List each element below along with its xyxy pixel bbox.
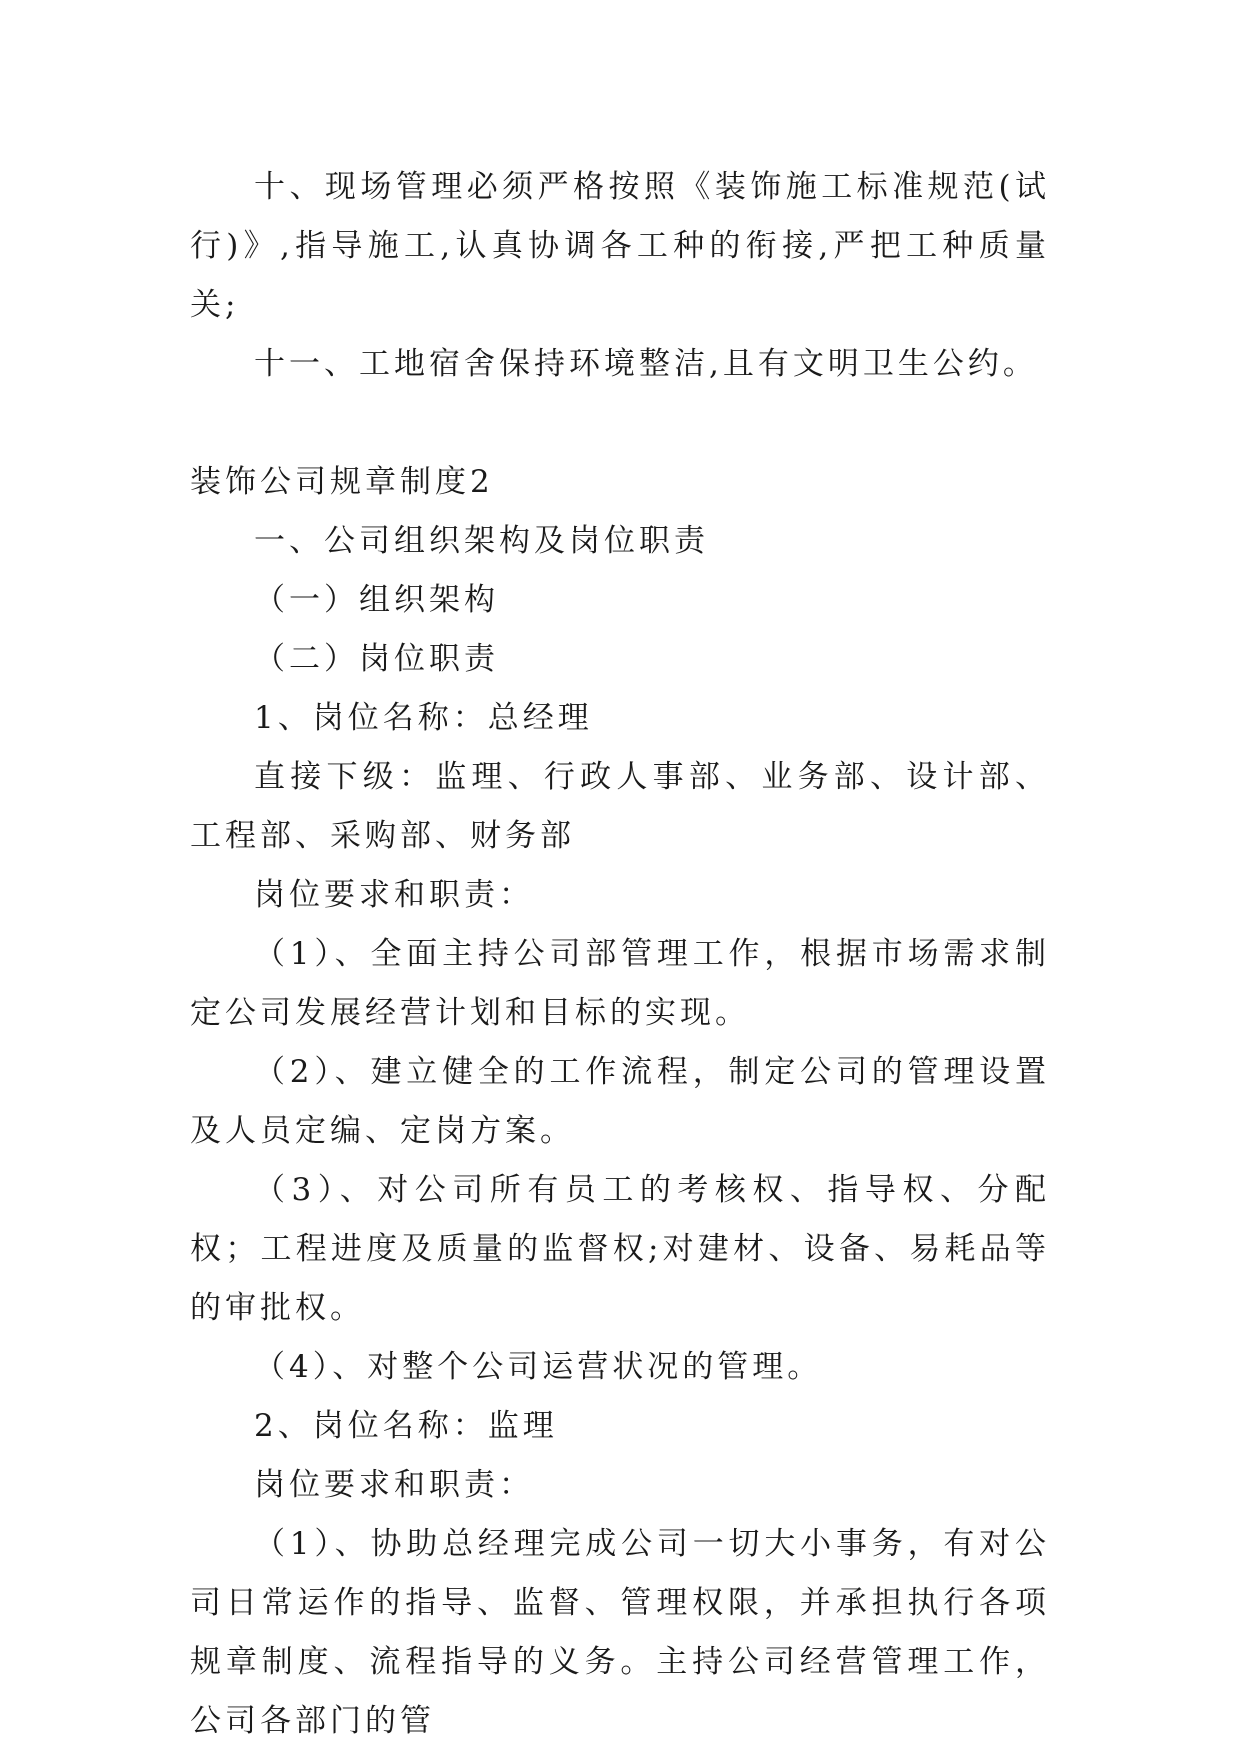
supervisor-duty-1: （1）、协助总经理完成公司一切大小事务，有对公司日常运作的指导、监督、管理权限，并承担执行各项规章制度、流程指导的义务。主持公司经营管理工作，公司各部门的管	[190, 1526, 1050, 1739]
subheading-duties: （二）岗位职责	[254, 641, 499, 677]
gm-duty-2: （2）、建立健全的工作流程，制定公司的管理设置及人员定编、定岗方案。	[190, 1054, 1050, 1149]
paragraph-site-management: 十、现场管理必须严格按照《装饰施工标准规范(试行)》,指导施工,认真协调各工种的衔接,严把工种质量关;	[190, 169, 1050, 323]
requirements-label-supervisor: 岗位要求和职责：	[254, 1467, 534, 1503]
paragraph-dormitory: 十一、工地宿舍保持环境整洁,且有文明卫生公约。	[254, 346, 1038, 382]
document-body	[190, 158, 1050, 1751]
position-general-manager: 1、岗位名称：总经理	[254, 700, 593, 736]
gm-duty-4: （4）、对整个公司运营状况的管理。	[254, 1349, 823, 1385]
direct-subordinates: 直接下级：监理、行政人事部、业务部、设计部、工程部、采购部、财务部	[190, 759, 1050, 854]
subheading-org-chart: （一）组织架构	[254, 582, 499, 618]
gm-duty-3: （3）、对公司所有员工的考核权、指导权、分配权；工程进度及质量的监督权;对建材、设备、易耗品等的审批权。	[190, 1172, 1050, 1326]
position-supervisor: 2、岗位名称：监理	[254, 1408, 558, 1444]
requirements-label-gm: 岗位要求和职责：	[254, 877, 534, 913]
gm-duty-1: （1）、全面主持公司部管理工作，根据市场需求制定公司发展经营计划和目标的实现。	[190, 936, 1050, 1031]
section-title: 装饰公司规章制度2	[190, 464, 494, 500]
heading-org-structure: 一、公司组织架构及岗位职责	[254, 523, 709, 559]
